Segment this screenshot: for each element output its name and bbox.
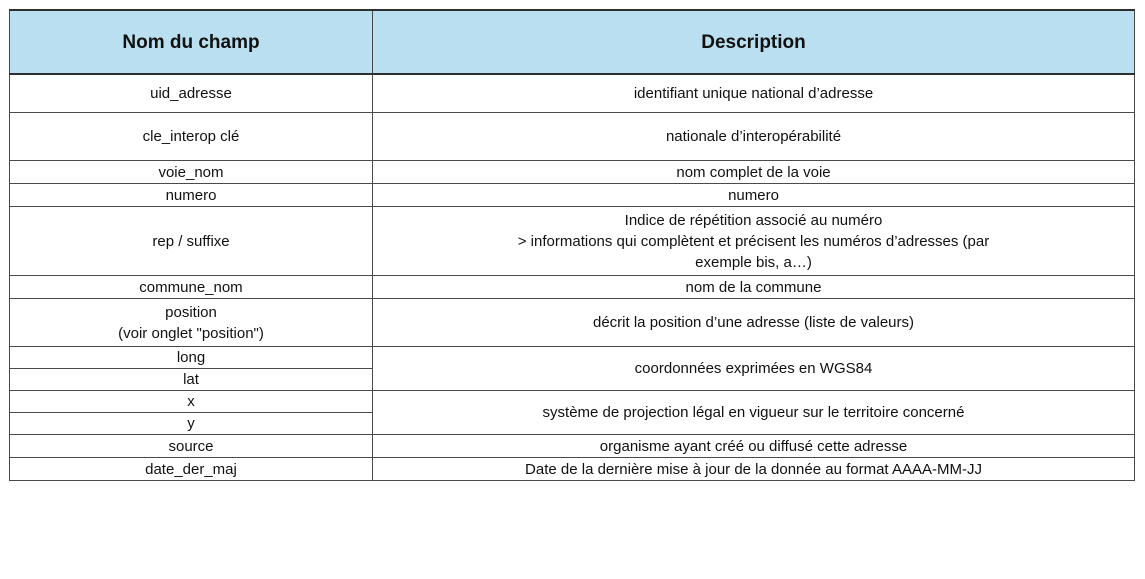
table-row xyxy=(10,276,1135,299)
header-description: Description xyxy=(373,10,1135,74)
description-cell xyxy=(373,347,1135,391)
description-text: décrit la position d’une adresse (liste de valeurs) xyxy=(593,314,914,331)
field-name-text: source xyxy=(168,437,214,455)
description-text: Indice de répétition associé au numéro xyxy=(624,211,883,229)
field-name-cell xyxy=(10,276,373,299)
table-row xyxy=(10,74,1135,113)
field-name-text: y xyxy=(187,415,195,432)
description-cell xyxy=(373,74,1135,113)
field-name-text: long xyxy=(176,349,206,366)
description-cell xyxy=(373,207,1135,276)
description-text: coordonnées exprimées en WGS84 xyxy=(634,360,873,377)
table-row xyxy=(10,161,1135,184)
field-name-cell xyxy=(10,369,373,391)
description-text: Date de la dernière mise à jour de la donnée au format AAAA-MM-JJ xyxy=(525,460,982,478)
field-name-text: cle_interop clé xyxy=(142,128,240,145)
description-cell xyxy=(373,276,1135,299)
description-text: système de projection légal en vigueur sur le territoire concerné xyxy=(542,404,965,421)
table-row xyxy=(10,299,1135,347)
description-text: nom complet de la voie xyxy=(676,163,831,181)
field-name-text: rep / suffixe xyxy=(152,232,230,250)
description-text: > informations qui complètent et précisent les numéros d’adresses (par xyxy=(517,232,990,250)
field-name-text: commune_nom xyxy=(139,278,243,296)
table-row xyxy=(10,458,1135,481)
field-name-text: (voir onglet "position") xyxy=(118,324,264,342)
field-name-cell xyxy=(10,413,373,435)
field-name-cell xyxy=(10,458,373,481)
field-name-cell xyxy=(10,161,373,184)
description-cell xyxy=(373,299,1135,347)
field-name-cell xyxy=(10,391,373,413)
field-name-text: uid_adresse xyxy=(150,85,232,102)
field-name-cell xyxy=(10,347,373,369)
table-row xyxy=(10,435,1135,458)
description-text: numero xyxy=(728,186,779,204)
field-name-cell xyxy=(10,113,373,161)
description-cell xyxy=(373,161,1135,184)
table-row xyxy=(10,347,1135,369)
field-name-cell xyxy=(10,435,373,458)
field-name-cell xyxy=(10,207,373,276)
description-text: nationale d’interopérabilité xyxy=(665,128,842,145)
description-cell xyxy=(373,113,1135,161)
description-text: nom de la commune xyxy=(685,278,822,296)
field-name-text: position xyxy=(165,303,217,321)
field-name-text: numero xyxy=(165,186,217,204)
description-cell xyxy=(373,435,1135,458)
field-name-text: lat xyxy=(183,371,199,388)
table-row xyxy=(10,391,1135,413)
field-name-cell xyxy=(10,184,373,207)
description-text: organisme ayant créé ou diffusé cette adresse xyxy=(599,437,908,455)
table-row xyxy=(10,207,1135,276)
description-cell xyxy=(373,184,1135,207)
description-text: exemple bis, a…) xyxy=(695,253,812,271)
header-row xyxy=(10,10,1135,74)
field-name-cell xyxy=(10,299,373,347)
field-name-text: x xyxy=(187,393,195,410)
table-row xyxy=(10,184,1135,207)
description-cell xyxy=(373,458,1135,481)
fields-table xyxy=(9,9,1135,481)
field-name-text: voie_nom xyxy=(158,163,224,181)
header-field-name: Nom du champ xyxy=(10,10,373,74)
field-name-text: date_der_maj xyxy=(145,460,237,478)
table-row xyxy=(10,113,1135,161)
field-name-cell xyxy=(10,74,373,113)
description-cell xyxy=(373,391,1135,435)
description-text: identifiant unique national d’adresse xyxy=(633,85,874,102)
